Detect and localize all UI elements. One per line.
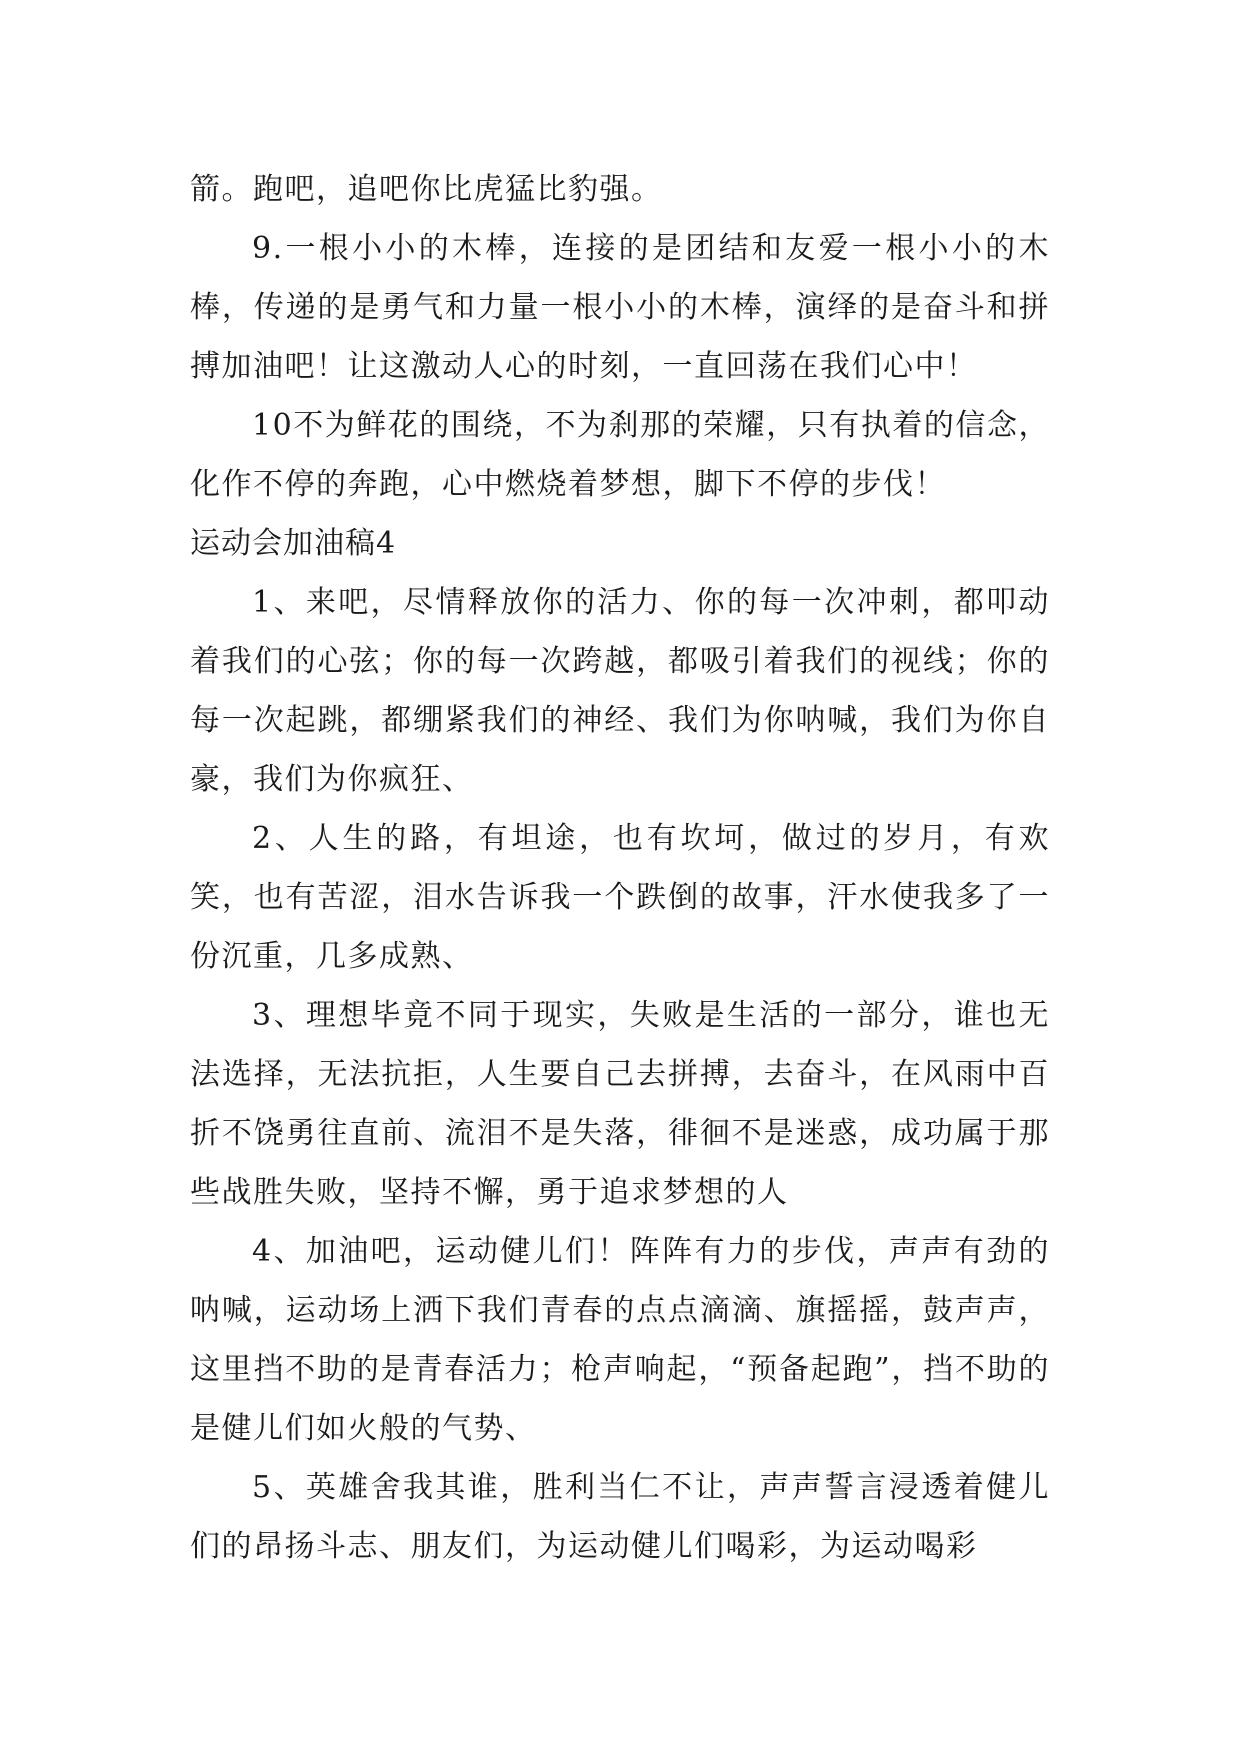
paragraph-item-2: 2、人生的路，有坦途，也有坎坷，做过的岁月，有欢笑，也有苦涩，泪水告诉我一个跌倒的故事，汗水使我多了一份沉重，几多成熟、 xyxy=(190,821,1050,974)
paragraph-item-4: 4、加油吧，运动健儿们！阵阵有力的步伐，声声有劲的呐喊，运动场上洒下我们青春的点点滴滴、旗摇摇，鼓声声，这里挡不助的是青春活力；枪声响起，“预备起跑”，挡不助的是健儿们如火般的气势、 xyxy=(190,1234,1050,1446)
paragraph-item-9: 9.一根小小的木棒，连接的是团结和友爱一根小小的木棒，传递的是勇气和力量一根小小的木棒，演绎的是奋斗和拼搏加油吧！让这激动人心的时刻，一直回荡在我们心中！ xyxy=(190,231,1050,384)
paragraph-item-3: 3、理想毕竟不同于现实，失败是生活的一部分，谁也无法选择，无法抗拒，人生要自己去拼搏，去奋斗，在风雨中百折不饶勇往直前、流泪不是失落，徘徊不是迷惑，成功属于那些战胜失败，坚持不懈，勇于追求梦想的人 xyxy=(190,998,1050,1210)
paragraph-item-1: 1、来吧，尽情释放你的活力、你的每一次冲刺，都叩动着我们的心弦；你的每一次跨越，都吸引着我们的视线；你的每一次起跳，都绷紧我们的神经、我们为你呐喊，我们为你自豪，我们为你疯狂、 xyxy=(190,585,1050,797)
document-body xyxy=(190,160,1050,1576)
section-title: 运动会加油稿4 xyxy=(190,526,397,561)
paragraph-item-10: 10不为鲜花的围绕，不为刹那的荣耀，只有执着的信念，化作不停的奔跑，心中燃烧着梦想，脚下不停的步伐！ xyxy=(190,408,1050,502)
paragraph-item-5: 5、英雄舍我其谁，胜利当仁不让，声声誓言浸透着健儿们的昂扬斗志、朋友们，为运动健儿们喝彩，为运动喝彩 xyxy=(190,1470,1050,1564)
paragraph-continuation: 箭。跑吧，追吧你比虎猛比豹强。 xyxy=(190,172,663,207)
